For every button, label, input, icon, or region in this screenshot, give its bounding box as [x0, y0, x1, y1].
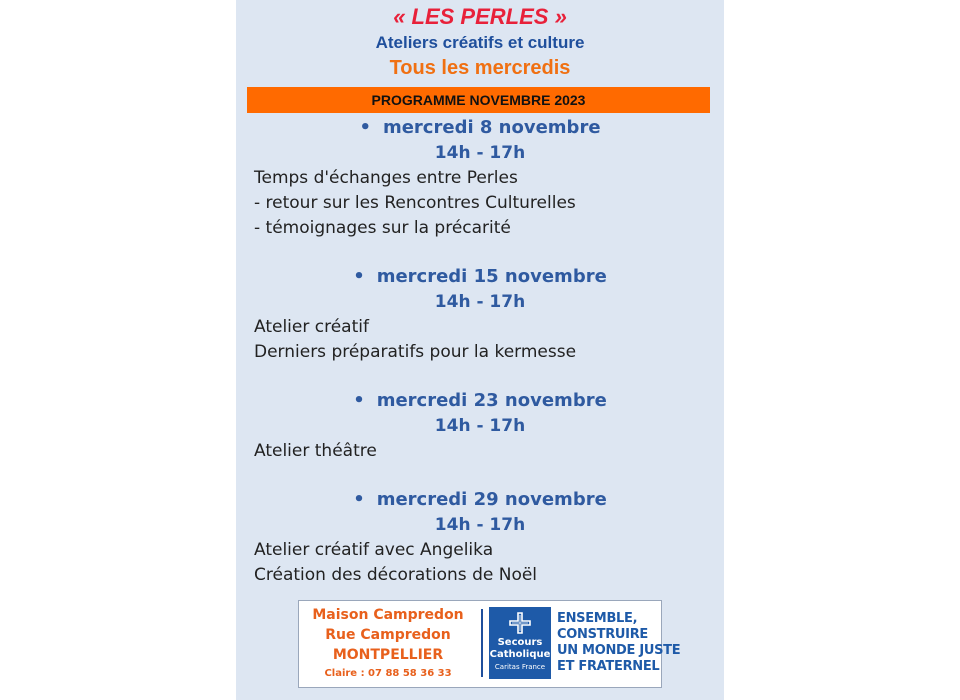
- event-time: 14h - 17h: [434, 515, 526, 535]
- slogan-line: ENSEMBLE,: [557, 611, 638, 626]
- poster-subtitle: Ateliers créatifs et culture: [375, 33, 585, 52]
- bullet-icon: •: [353, 390, 365, 411]
- poster-title: « LES PERLES »: [393, 4, 567, 29]
- footer-box: [298, 600, 681, 688]
- programme-banner: PROGRAMME NOVEMBRE 2023: [247, 87, 710, 113]
- divider: [481, 609, 483, 677]
- event-time: 14h - 17h: [434, 292, 526, 312]
- slogan-line: CONSTRUIRE: [557, 627, 648, 642]
- bullet-icon: •: [353, 489, 365, 510]
- event-description: Atelier théâtre: [254, 441, 377, 461]
- event-date-text: mercredi 29 novembre: [376, 489, 607, 510]
- logo-line: Catholique: [489, 649, 551, 660]
- address-city: MONTPELLIER: [332, 647, 444, 663]
- event-date-text: mercredi 8 novembre: [382, 117, 601, 138]
- logo-line: Caritas France: [494, 663, 546, 671]
- contact-phone: Claire : 07 88 58 36 33: [324, 668, 452, 679]
- event-description: Atelier créatif: [254, 317, 369, 337]
- event-time: 14h - 17h: [434, 143, 526, 163]
- logo-line: Secours: [497, 637, 543, 648]
- event-description: Création des décorations de Noël: [254, 565, 538, 585]
- event-date-text: mercredi 23 novembre: [376, 390, 607, 411]
- event-date: [236, 390, 724, 411]
- event-description: - témoignages sur la précarité: [254, 218, 511, 238]
- event-description: Atelier créatif avec Angelika: [254, 540, 494, 560]
- cross-icon: [508, 611, 532, 635]
- event-date: [236, 266, 724, 287]
- event-time: 14h - 17h: [434, 416, 526, 436]
- event-date: [236, 489, 724, 510]
- bullet-icon: •: [359, 117, 371, 138]
- slogan-line: UN MONDE JUSTE: [557, 643, 681, 658]
- address-line: Rue Campredon: [325, 627, 451, 643]
- secours-catholique-logo: [489, 607, 551, 679]
- poster-tagline: Tous les mercredis: [389, 57, 571, 79]
- slogan-line: ET FRATERNEL: [557, 659, 660, 674]
- bullet-icon: •: [353, 266, 365, 287]
- event-description: - retour sur les Rencontres Culturelles: [254, 193, 576, 213]
- event-date-text: mercredi 15 novembre: [376, 266, 607, 287]
- poster: [236, 0, 724, 700]
- event-date: [236, 117, 724, 138]
- address-line: Maison Campredon: [312, 607, 464, 623]
- event-description: Temps d'échanges entre Perles: [254, 168, 518, 188]
- event-description: Derniers préparatifs pour la kermesse: [254, 342, 577, 362]
